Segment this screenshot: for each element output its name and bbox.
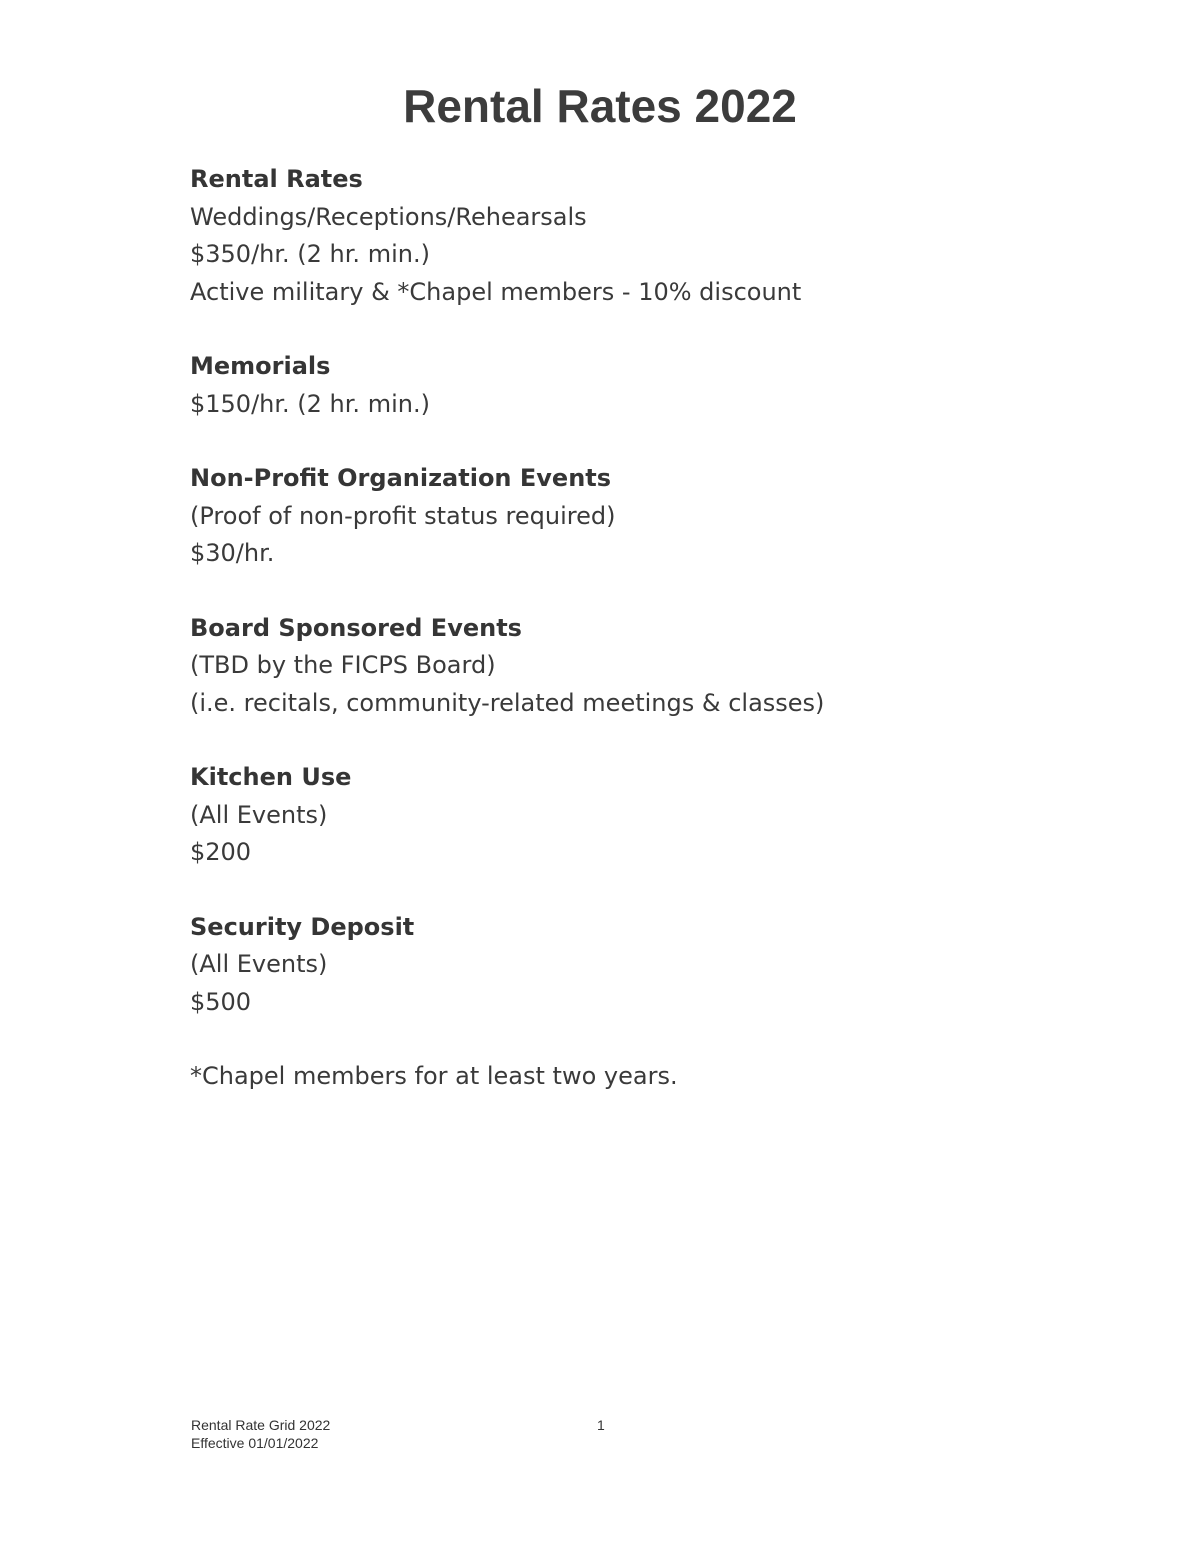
rate-line: (Proof of non-profit status required): [190, 501, 616, 530]
rate-line: (TBD by the FICPS Board): [190, 651, 496, 679]
rate-line: $500: [190, 987, 252, 1016]
page-number: 1: [597, 1417, 605, 1433]
rate-line: (All Events): [190, 950, 328, 978]
section-kitchen-use: [190, 759, 1090, 872]
rates-content: [190, 161, 1090, 1096]
rate-line: Weddings/Receptions/Rehearsals: [190, 202, 587, 231]
footer-doc-name: Rental Rate Grid 2022: [191, 1417, 331, 1433]
rate-line: $350/hr. (2 hr. min.): [190, 240, 430, 268]
rate-line: (All Events): [190, 800, 328, 829]
section-board-sponsored-events: [190, 610, 1090, 723]
footer-effective-date: Effective 01/01/2022: [191, 1435, 319, 1451]
section-heading: Rental Rates: [190, 165, 363, 193]
section-heading: Kitchen Use: [190, 763, 352, 791]
footnote: *Chapel members for at least two years.: [190, 1062, 678, 1090]
rate-line: $200: [190, 838, 252, 866]
section-heading: Non-Profit Organization Events: [190, 464, 612, 492]
section-memorials: [190, 348, 1090, 423]
section-heading: Security Deposit: [190, 912, 415, 941]
section-non-profit-events: [190, 460, 1090, 573]
rate-line: $30/hr.: [190, 539, 275, 567]
section-security-deposit: [190, 909, 1090, 1022]
section-rental-rates: [190, 161, 1090, 311]
section-heading: Memorials: [190, 352, 331, 380]
document-footer: [191, 1416, 330, 1452]
page-title: Rental Rates 2022: [403, 80, 797, 132]
section-heading: Board Sponsored Events: [190, 613, 522, 642]
rate-line: Active military & *Chapel members - 10% discount: [190, 277, 802, 306]
rate-line: $150/hr. (2 hr. min.): [190, 389, 430, 418]
rate-line: (i.e. recitals, community-related meetings & classes): [190, 688, 825, 717]
